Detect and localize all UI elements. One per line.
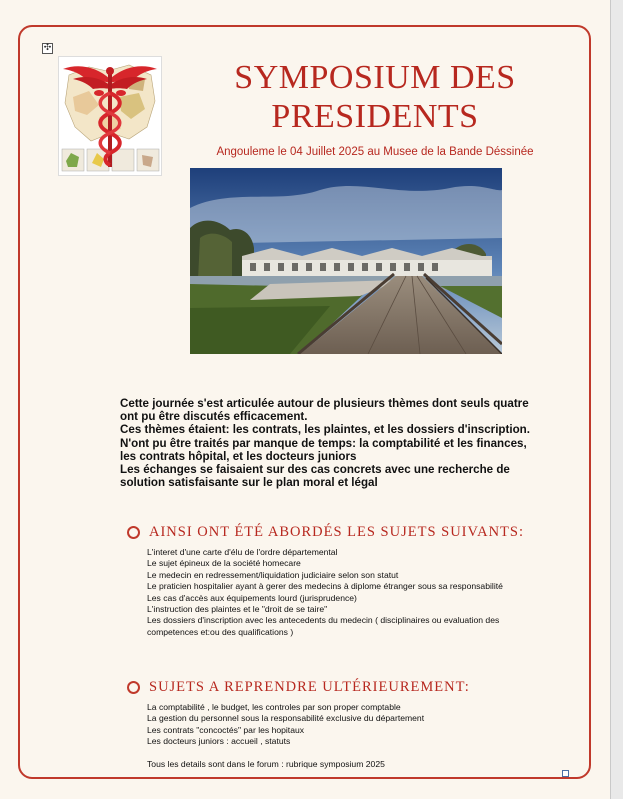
title-line-2: PRESIDENTS bbox=[271, 98, 479, 135]
caduceus-map-logo bbox=[58, 56, 162, 176]
later-topics-list bbox=[147, 702, 537, 748]
resize-handle-icon[interactable] bbox=[562, 770, 569, 777]
list-item: Les contrats "concoctés" par les hopitaux bbox=[147, 724, 305, 735]
list-item: Le medecin en redressement/liquidation judiciaire selon son statut bbox=[147, 569, 399, 580]
intro-line-1: Cette journée s'est articulée autour de plusieurs thèmes dont seuls quatre ont pu être discutés efficacement. bbox=[120, 397, 529, 424]
document-title bbox=[215, 58, 535, 136]
list-item: Les cas d'accès aux équipements lourd (jurisprudence) bbox=[147, 592, 357, 603]
list-item: L'interet d'une carte d'élu de l'ordre départemental bbox=[147, 547, 338, 557]
list-item: Les dossiers d'inscription avec les antecedents du medecin ( disciplinaires ou evaluation des competences et:ou des qualifications ) bbox=[147, 615, 500, 637]
intro-paragraph bbox=[120, 397, 540, 489]
ring-bullet-icon bbox=[127, 681, 140, 694]
section-later-heading bbox=[127, 679, 527, 696]
title-line-1: SYMPOSIUM DES bbox=[234, 59, 516, 96]
ring-bullet-icon bbox=[127, 526, 140, 539]
move-handle-icon[interactable]: ✣ bbox=[43, 43, 52, 53]
list-item: Le praticien hospitalier ayant à gerer des medecins à diplome étranger sous sa responsabilité bbox=[147, 581, 503, 592]
list-item: La comptabilité , le budget, les controles par son proper comptable bbox=[147, 702, 401, 712]
intro-line-2: Ces thèmes étaient: les contrats, les plaintes, et les dossiers d'inscription. N'ont pu être traités par manque de temps: la comptabilité et les finances, les contrats hôpital, et les docteurs juniors bbox=[120, 423, 530, 463]
list-item: Les docteurs juniors : accueil , statuts bbox=[147, 736, 291, 747]
list-item: La gestion du personnel sous la responsabilité exclusive du département bbox=[147, 713, 425, 724]
section-discussed-heading bbox=[127, 524, 527, 541]
forum-note: Tous les details sont dans le forum : rubrique symposium 2025 bbox=[147, 759, 385, 769]
event-subtitle: Angouleme le 04 Juillet 2025 au Musee de la Bande Déssinée bbox=[216, 146, 534, 158]
museum-photo bbox=[190, 168, 502, 354]
intro-line-3: Les échanges se faisaient sur des cas concrets avec une recherche de solution satisfaisante sur le plan moral et légal bbox=[120, 463, 510, 490]
scrollbar-track[interactable] bbox=[610, 0, 623, 799]
section-later-title: SUJETS A REPRENDRE ULTÉRIEUREMENT: bbox=[149, 679, 470, 695]
discussed-topics-list bbox=[147, 547, 537, 638]
list-item: Le sujet épineux de la société homecare bbox=[147, 558, 301, 569]
section-discussed-title: AINSI ONT ÉTÉ ABORDÉS LES SUJETS SUIVANTS: bbox=[149, 524, 524, 540]
list-item: L'instruction des plaintes et le "droit de se taire" bbox=[147, 604, 328, 615]
